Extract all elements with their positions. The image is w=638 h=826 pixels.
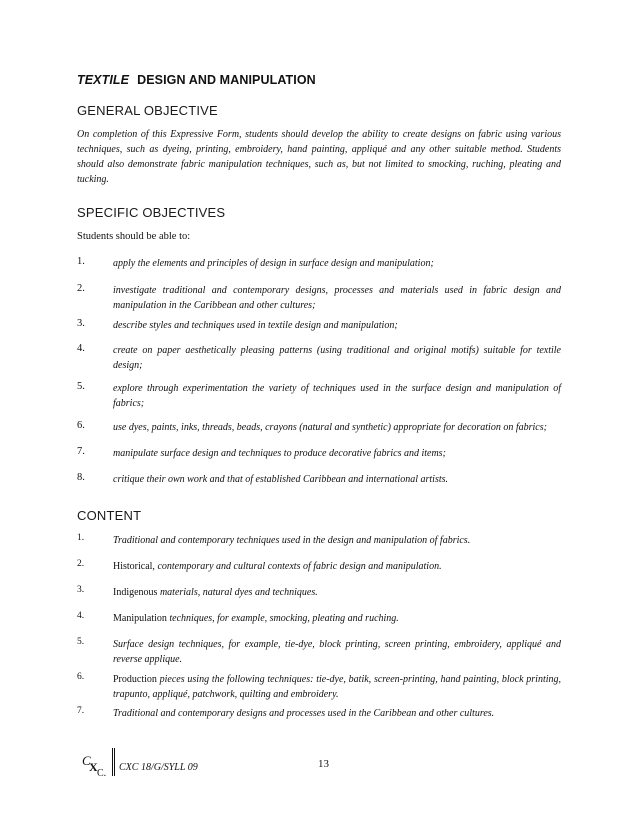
item-text: explore through experimentation the variety of techniques used in the surface design and manipulation of fabrics; xyxy=(113,383,561,409)
item-number: 6. xyxy=(77,420,85,431)
cxc-logo-icon xyxy=(80,750,110,780)
item-number: 3. xyxy=(77,318,85,329)
item-number: 3. xyxy=(77,585,85,595)
item-number: 2. xyxy=(77,559,85,569)
item-text: investigate traditional and contemporary designs, processes and materials used in fabric design and manipulation in the Caribbean and other cultures; xyxy=(113,285,561,311)
item-number: 7. xyxy=(77,706,85,716)
specific-objectives-intro: Students should be able to: xyxy=(77,231,191,242)
item-text: Manipulation techniques, for example, smocking, pleating and ruching. xyxy=(113,613,399,624)
specific-objectives-heading: SPECIFIC OBJECTIVES xyxy=(77,205,226,220)
item-text: use dyes, paints, inks, threads, beads, crayons (natural and synthetic) appropriate for decoration on fabrics; xyxy=(113,422,547,433)
item-text: Surface design techniques, for example, tie-dye, block printing, screen printing, embroidery, appliqué and reverse applique. xyxy=(113,639,561,665)
item-text: critique their own work and that of established Caribbean and international artists. xyxy=(113,474,448,485)
item-number: 6. xyxy=(77,672,85,682)
item-text: Traditional and contemporary designs and processes used in the Caribbean and other cultures. xyxy=(113,708,495,719)
content-heading: CONTENT xyxy=(77,508,142,523)
item-text: Production pieces using the following techniques: tie-dye, batik, screen-printing, hand painting, block printing, trapunto, appliqué, patchwork, quilting and embroidery. xyxy=(113,674,561,700)
general-objective-heading: GENERAL OBJECTIVE xyxy=(77,103,218,118)
item-text: describe styles and techniques used in textile design and manipulation; xyxy=(113,320,398,331)
item-number: 7. xyxy=(77,446,85,457)
general-objective-text: On completion of this Expressive Form, students should develop the ability to create designs on fabric using various techniques, such as dyeing, printing, embroidery, hand painting, appliqué and any other suitable method. Students should also demonstrate fabric manipulation techniques, such as, but not limited to smocking, ruching, pleating and tucking. xyxy=(77,129,561,185)
page-title xyxy=(77,73,316,87)
item-number: 8. xyxy=(77,472,85,483)
item-text: Traditional and contemporary techniques used in the design and manipulation of fabrics. xyxy=(113,535,471,546)
item-text: Historical, contemporary and cultural contexts of fabric design and manipulation. xyxy=(113,561,442,572)
item-text: Indigenous materials, natural dyes and techniques. xyxy=(113,587,318,598)
svg-text:C: C xyxy=(82,753,91,768)
item-number: 2. xyxy=(77,283,85,294)
item-text: manipulate surface design and techniques to produce decorative fabrics and items; xyxy=(113,448,446,459)
item-number: 1. xyxy=(77,256,85,267)
title-italic: TEXTILE xyxy=(77,73,130,87)
item-text: create on paper aesthetically pleasing patterns (using traditional and original motifs) suitable for textile design; xyxy=(113,345,561,371)
item-number: 5. xyxy=(77,637,85,647)
item-number: 1. xyxy=(77,533,85,543)
item-text: apply the elements and principles of design in surface design and manipulation; xyxy=(113,258,434,269)
item-number: 4. xyxy=(77,611,85,621)
title-rest: DESIGN AND MANIPULATION xyxy=(137,73,316,87)
item-number: 4. xyxy=(77,343,85,354)
item-number: 5. xyxy=(77,381,85,392)
svg-text:X: X xyxy=(89,760,98,774)
svg-text:C.: C. xyxy=(97,768,107,779)
page-number: 13 xyxy=(318,758,329,770)
footer-code: CXC 18/G/SYLL 09 xyxy=(119,762,198,773)
footer-divider xyxy=(112,748,115,776)
